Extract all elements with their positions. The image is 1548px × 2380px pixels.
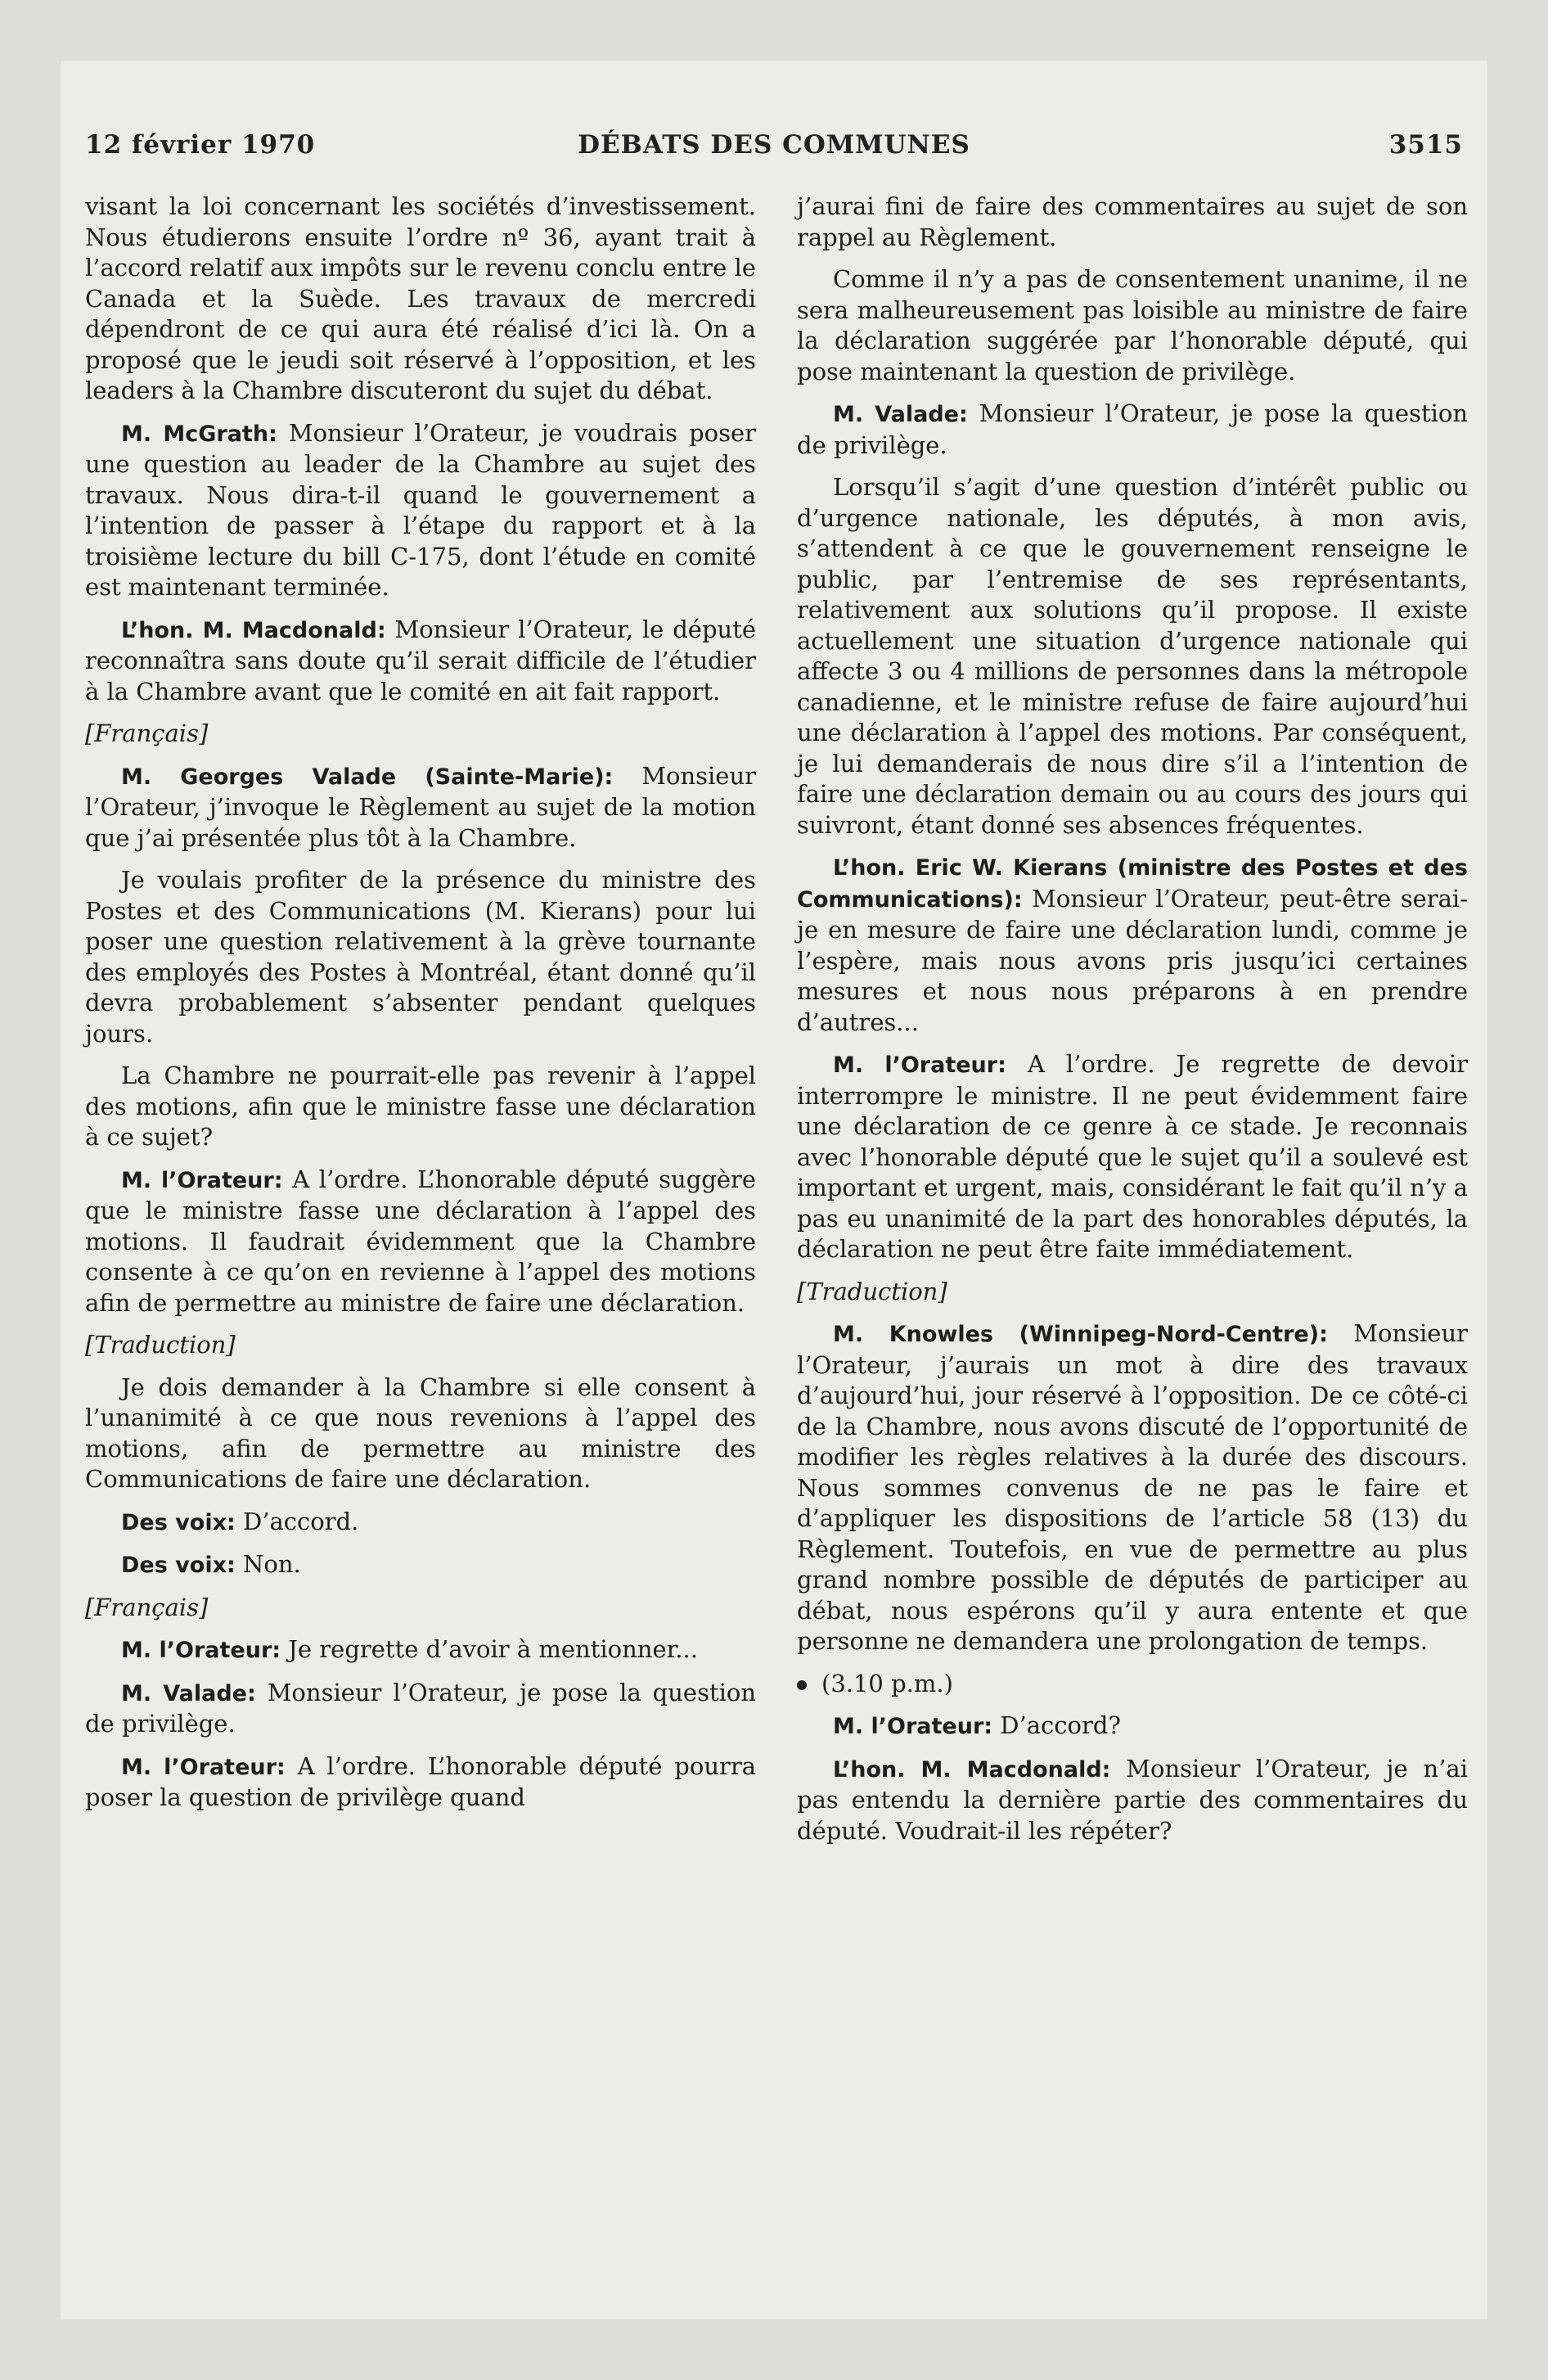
speaker-name: Des voix:	[121, 1553, 236, 1578]
speaker-name: M. l’Orateur:	[121, 1638, 281, 1663]
paragraph-text: Non.	[243, 1550, 301, 1578]
language-rubric: [Français]	[85, 719, 209, 747]
paragraph	[797, 1711, 1468, 1742]
paragraph	[797, 1318, 1468, 1657]
paragraph	[797, 399, 1468, 461]
paragraph-text: visant la loi concernant les sociétés d’investissement. Nous étudierons ensuite l’ordre nº 36, ayant trait à l’accord relatif aux impôts sur le revenu conclu entre le Canada et la Suède. Les travaux de mercredi dépendront de ce qui aura été réalisé d’ici là. On a proposé que le jeudi soit réservé à l’opposition, et les leaders à la Chambre discuteront du sujet du débat.	[85, 192, 756, 404]
page	[61, 61, 1487, 2319]
paragraph	[85, 1549, 756, 1581]
paragraph-text: Monsieur l’Orateur, je pose la question de privilège.	[797, 399, 1469, 459]
paragraph-text: Lorsqu’il s’agit d’une question d’intérêt public ou d’urgence nationale, les députés, à mon avis, s’attendent à ce que le gouvernement renseigne le public, par l’entremise de ses représentants, relativement aux solutions qu’il propose. Il existe actuellement une situation d’urgence nationale qui affecte 3 ou 4 millions de personnes dans la métropole canadienne, et le ministre refuse de faire aujourd’hui une déclaration à l’appel des motions. Par conséquent, je lui demanderais de nous dire s’il a l’intention de faire une déclaration demain ou au cours des jours qui suivront, étant donné ses absences fréquentes.	[797, 473, 1468, 839]
paragraph	[85, 865, 756, 1049]
language-rubric: [Traduction]	[797, 1277, 947, 1305]
page-number: 3515	[1388, 130, 1463, 160]
speaker-name: M. l’Orateur:	[833, 1053, 1006, 1078]
time-marker-text: (3.10 p.m.)	[821, 1669, 953, 1697]
paragraph-text: Monsieur l’Orateur, je voudrais poser une question au leader de la Chambre au sujet des travaux. Nous dira-t-il quand le gouvernement a l’intention de passer à l’étape du rapport et à la troisième lecture du bill C-175, dont l’étude en comité est maintenant terminée.	[85, 418, 757, 601]
paragraph-text: D’accord.	[243, 1507, 359, 1535]
paragraph-text: Monsieur l’Orateur, je pose la question de privilège.	[85, 1678, 757, 1738]
paragraph-text: Monsieur l’Orateur, peut-être serai-je en mesure de faire une déclaration lundi, comme je l’espère, mais nous avons pris jusqu’ici certaines mesures et nous nous préparons à en prendre d’autres...	[797, 884, 1469, 1036]
bullet-icon	[797, 1680, 807, 1690]
paragraph-text: Je regrette d’avoir à mentionner...	[288, 1635, 698, 1663]
speaker-name: L’hon. Eric W. Kierans (ministre des Postes et des Communications):	[797, 855, 1468, 913]
language-rubric: [Traduction]	[85, 1331, 236, 1359]
speaker-name: M. Georges Valade (Sainte-Marie):	[121, 764, 614, 790]
time-marker	[797, 1669, 1468, 1700]
paragraph-text: Comme il n’y a pas de consentement unanime, il ne sera malheureusement pas loisible au ministre de faire la déclaration suggérée par l’honorable député, qui pose maintenant la question de privilège.	[797, 265, 1468, 385]
speaker-name: M. Valade:	[833, 402, 968, 427]
paragraph	[85, 192, 756, 407]
speaker-name: M. McGrath:	[121, 421, 277, 447]
paragraph	[797, 192, 1468, 253]
paragraph	[797, 472, 1468, 841]
speaker-name: L’hon. M. Macdonald:	[833, 1756, 1111, 1783]
speaker-name: M. l’Orateur:	[121, 1754, 286, 1780]
paragraph-text: Monsieur l’Orateur, je n’ai pas entendu la dernière partie des commentaires du député. Voudrait-il les répéter?	[797, 1754, 1469, 1845]
speaker-name: M. l’Orateur:	[121, 1167, 283, 1193]
speaker-name: M. Knowles (Winnipeg-Nord-Centre):	[833, 1322, 1328, 1347]
paragraph	[85, 1678, 756, 1740]
paragraph	[85, 761, 756, 854]
paragraph-text: Monsieur l’Orateur, j’aurais un mot à dire des travaux d’aujourd’hui, jour réservé à l’opposition. De ce côté-ci de la Chambre, nous avons discuté de l’opportunité de modifier les règles relatives à la durée des discours. Nous sommes convenus de ne pas le faire et d’appliquer les dispositions de l’article 58 (13) du Règlement. Toutefois, en vue de permettre au plus grand nombre possible de députés de participer au débat, nous espérons qu’il y aura entente et que personne ne demandera une prolongation de temps.	[797, 1319, 1468, 1655]
paragraph	[85, 1507, 756, 1539]
paragraph-text: D’accord?	[1000, 1711, 1121, 1739]
paragraph	[797, 852, 1468, 1038]
speaker-name: L’hon. M. Macdonald:	[121, 617, 386, 643]
paragraph-text: Monsieur l’Orateur, j’invoque le Règlement au sujet de la motion que j’ai présentée plus tôt à la Chambre.	[85, 761, 756, 852]
paragraph-text: j’aurai fini de faire des commentaires au sujet de son rappel au Règlement.	[797, 192, 1468, 251]
speaker-name: M. l’Orateur:	[833, 1714, 993, 1739]
paragraph	[85, 615, 756, 708]
speaker-name: M. Valade:	[121, 1680, 256, 1706]
paragraph-text: Je dois demander à la Chambre si elle consent à l’unanimité à ce que nous revenions à l’appel des motions, afin de permettre au ministre des Communications de faire une déclaration.	[85, 1373, 756, 1493]
right-column	[797, 192, 1468, 1858]
paragraph-text: A l’ordre. L’honorable député pourra poser la question de privilège quand	[85, 1751, 757, 1811]
speaker-name: Des voix:	[121, 1509, 236, 1535]
paragraph	[85, 418, 756, 603]
paragraph-text: Monsieur l’Orateur, le député reconnaîtra sans doute qu’il serait difficile de l’étudier à la Chambre avant que le comité en ait fait rapport.	[85, 615, 757, 705]
header-title: DÉBATS DES COMMUNES	[578, 130, 970, 160]
header-date: 12 février 1970	[85, 130, 316, 160]
paragraph	[797, 1754, 1468, 1847]
paragraph	[85, 1165, 756, 1319]
paragraph-text: Je voulais profiter de la présence du ministre des Postes et des Communications (M. Kierans) pour lui poser une question relativement à la grève tournante des employés des Postes à Montréal, étant donné qu’il devra probablement s’absenter pendant quelques jours.	[85, 866, 756, 1048]
paragraph	[797, 264, 1468, 387]
paragraph	[85, 1634, 756, 1666]
paragraph-text: A l’ordre. L’honorable député suggère que le ministre fasse une déclaration à l’appel des motions. Il faudrait évidemment que la Chambre consente à ce qu’on en revienne à l’appel des motions afin de permettre au ministre de faire une déclaration.	[85, 1165, 757, 1317]
paragraph	[85, 1061, 756, 1153]
paragraph-text: La Chambre ne pourrait-elle pas revenir à l’appel des motions, afin que le ministre fasse une déclaration à ce sujet?	[85, 1062, 756, 1151]
paragraph-text: A l’ordre. Je regrette de devoir interrompre le ministre. Il ne peut évidemment faire une déclaration de ce genre à ce stade. Je reconnais avec l’honorable député que le sujet qu’il a soulevé est important et urgent, mais, considérant le fait qu’il n’y a pas eu unanimité de la part des honorables députés, la déclaration ne peut être faite immédiatement.	[797, 1050, 1469, 1263]
paragraph	[797, 1049, 1468, 1265]
running-head	[85, 130, 1463, 171]
paragraph	[85, 1751, 756, 1814]
left-column	[85, 192, 756, 1825]
paragraph	[85, 1373, 756, 1495]
language-rubric: [Français]	[85, 1593, 209, 1621]
